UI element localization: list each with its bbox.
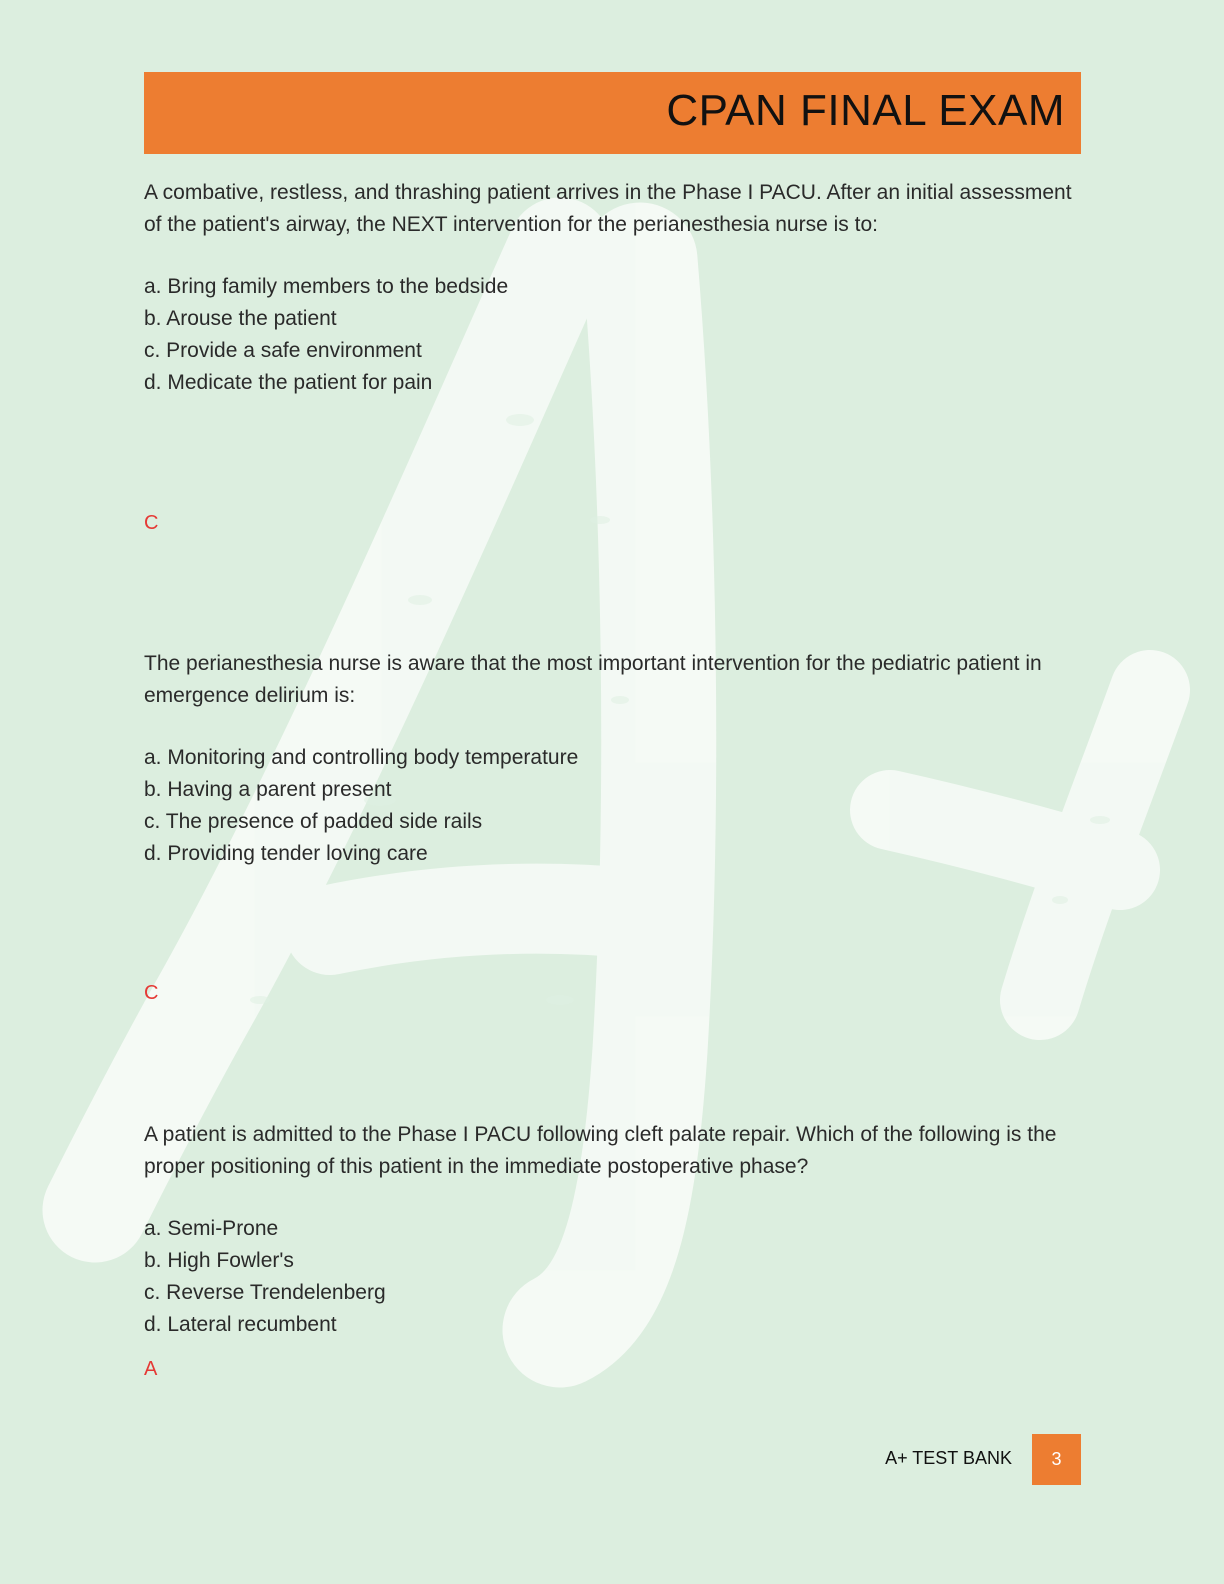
page-number: 3: [1032, 1434, 1081, 1485]
option-b: b. Having a parent present: [144, 778, 392, 801]
answer-3: A: [144, 1358, 158, 1380]
option-a: a. Bring family members to the bedside: [144, 275, 509, 298]
question-text: A combative, restless, and thrashing patient arrives in the Phase I PACU. After an initial assessment of the patient's airway, the NEXT intervention for the perianesthesia nurse is to:: [144, 181, 1072, 236]
question-text: The perianesthesia nurse is aware that the most important intervention for the pediatric patient in emergence delirium is:: [144, 652, 1042, 707]
header-banner: [144, 72, 1081, 154]
option-c: c. The presence of padded side rails: [144, 810, 483, 833]
answer-1: C: [144, 512, 159, 534]
footer-label: A+ TEST BANK: [885, 1448, 1012, 1468]
options-list: [144, 742, 1084, 870]
answer-2: C: [144, 982, 159, 1004]
option-d: d. Providing tender loving care: [144, 842, 428, 865]
option-d: d. Lateral recumbent: [144, 1313, 337, 1336]
question-3: [144, 1119, 1084, 1341]
option-d: d. Medicate the patient for pain: [144, 371, 433, 394]
options-list: [144, 1213, 1084, 1341]
option-a: a. Monitoring and controlling body temperature: [144, 746, 579, 769]
question-2: [144, 648, 1084, 870]
option-c: c. Provide a safe environment: [144, 339, 422, 362]
question-text: A patient is admitted to the Phase I PACU following cleft palate repair. Which of the following is the proper positioning of this patient in the immediate postoperative phase?: [144, 1123, 1057, 1178]
option-c: c. Reverse Trendelenberg: [144, 1281, 386, 1304]
option-b: b. High Fowler's: [144, 1249, 294, 1272]
page-title: CPAN FINAL EXAM: [666, 86, 1065, 135]
question-1: [144, 177, 1084, 399]
option-b: b. Arouse the patient: [144, 307, 337, 330]
option-a: a. Semi-Prone: [144, 1217, 279, 1240]
options-list: [144, 271, 1084, 399]
